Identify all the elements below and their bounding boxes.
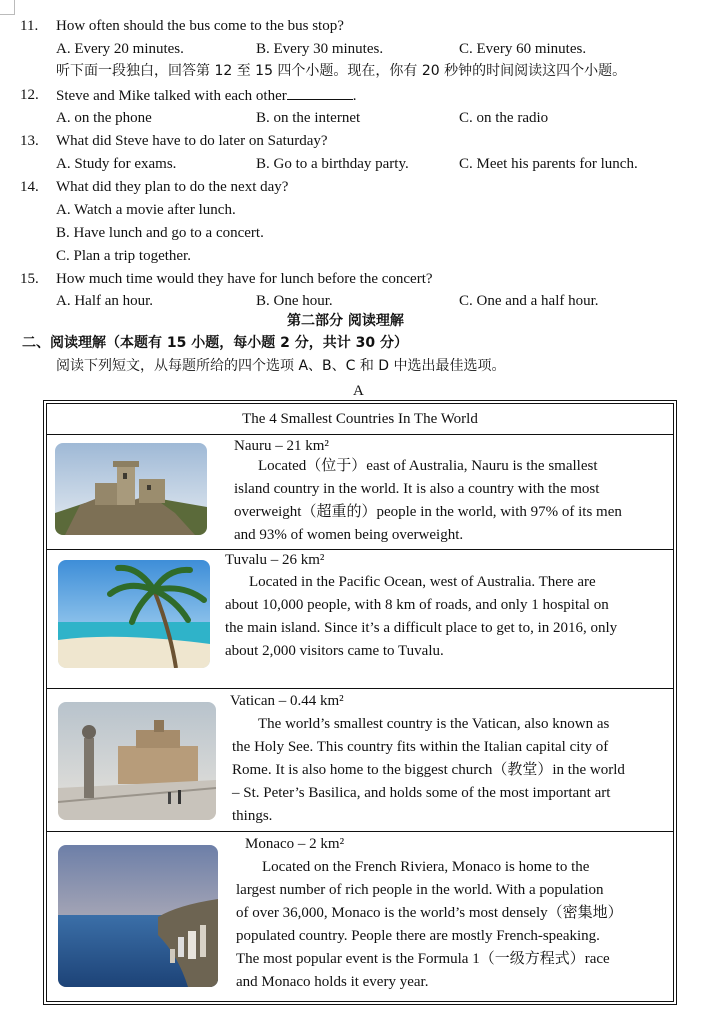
question-text-end: . (352, 88, 357, 104)
page-corner-mark (0, 0, 15, 15)
description-line: of over 36,000, Monaco is the world’s most densely（密集地） (236, 905, 623, 921)
option-b[interactable]: B. Go to a birthday party. (256, 156, 409, 172)
row-divider (47, 434, 673, 435)
question-text: How much time would they have for lunch before the concert? (56, 271, 433, 287)
table-title: The 4 Smallest Countries In The World (242, 411, 478, 427)
option-b[interactable]: B. on the internet (256, 110, 361, 126)
option-a[interactable]: A. Watch a movie after lunch. (56, 202, 236, 218)
description-line: things. (232, 808, 273, 824)
description-line: largest number of rich people in the world. With a population (236, 882, 604, 898)
question-number: 15. (20, 271, 39, 287)
description-line: island country in the world. It is also a country with the most (234, 481, 600, 497)
country-name-vatican: Vatican – 0.44 km² (230, 693, 344, 709)
description-line: populated country. People there are mostly French-speaking. (236, 928, 600, 944)
section-heading: 二、阅读理解（本题有 15 小题，每小题 2 分，共计 30 分） (22, 335, 408, 351)
description-line: Rome. It is also home to the biggest church（教堂）in the world (232, 762, 625, 778)
answer-blank (287, 85, 353, 100)
description-line: Located（位于）east of Australia, Nauru is the smallest (258, 458, 598, 474)
option-a[interactable]: A. Half an hour. (56, 293, 154, 309)
description-line: the Holy See. This country fits within the Italian capital city of (232, 739, 609, 755)
question-number: 14. (20, 179, 39, 195)
question-text: What did Steve have to do later on Saturday? (56, 133, 328, 149)
country-name-monaco: Monaco – 2 km² (245, 836, 345, 852)
monologue-instruction: 听下面一段独白，回答第 12 至 15 四个小题。现在，你有 20 秒钟的时间阅读这四个小题。 (56, 63, 627, 79)
beach-palm-photo (58, 560, 210, 668)
description-line: the main island. Since it’s a difficult place to get to, in 2016, only (225, 620, 618, 636)
option-b[interactable]: B. One hour. (256, 293, 333, 309)
question-text: What did they plan to do the next day? (56, 179, 289, 195)
option-c[interactable]: C. Plan a trip together. (56, 248, 191, 264)
option-b[interactable]: B. Have lunch and go to a concert. (56, 225, 264, 241)
question-text: How often should the bus come to the bus stop? (56, 18, 344, 34)
country-description-tuvalu (225, 571, 668, 663)
description-line: about 10,000 people, with 8 km of roads, and only 1 hospital on (225, 597, 609, 613)
section-instruction: 阅读下列短文，从每题所给的四个选项 A、B、C 和 D 中选出最佳选项。 (56, 358, 506, 374)
option-a[interactable]: A. on the phone (56, 110, 152, 126)
description-line: and 93% of women being overweight. (234, 527, 464, 543)
country-description-monaco (236, 856, 672, 994)
option-a[interactable]: A. Study for exams. (56, 156, 177, 172)
description-line: Located on the French Riviera, Monaco is home to the (262, 859, 590, 875)
country-description-vatican (232, 713, 668, 828)
passage-label: A (353, 383, 364, 399)
description-line: and Monaco holds it every year. (236, 974, 429, 990)
castle-photo (55, 443, 207, 535)
row-divider (47, 831, 673, 832)
option-a[interactable]: A. Every 20 minutes. (56, 41, 184, 57)
option-b[interactable]: B. Every 30 minutes. (256, 41, 384, 57)
option-c[interactable]: C. on the radio (459, 110, 549, 126)
question-number: 13. (20, 133, 39, 149)
row-divider (47, 549, 673, 550)
country-name-nauru: Nauru – 21 km² (234, 438, 329, 454)
question-text: Steve and Mike talked with each other (56, 88, 287, 104)
castel-bridge-photo (58, 702, 216, 820)
description-line: Located in the Pacific Ocean, west of Australia. There are (249, 574, 596, 590)
row-divider (47, 688, 673, 689)
country-name-tuvalu: Tuvalu – 26 km² (225, 552, 325, 568)
description-line: overweight（超重的）people in the world, with 97% of its men (234, 504, 622, 520)
coastline-photo (58, 845, 218, 987)
country-description-nauru (234, 455, 668, 547)
part-two-title: 第二部分 阅读理解 (287, 313, 404, 329)
option-c[interactable]: C. Meet his parents for lunch. (459, 156, 638, 172)
question-number: 12. (20, 87, 39, 103)
description-line: about 2,000 visitors came to Tuvalu. (225, 643, 444, 659)
description-line: – St. Peter’s Basilica, and holds some of the most important art (232, 785, 611, 801)
description-line: The most popular event is the Formula 1（一级方程式）race (236, 951, 610, 967)
description-line: The world’s smallest country is the Vatican, also known as (258, 716, 610, 732)
question-number: 11. (20, 18, 39, 34)
option-c[interactable]: C. Every 60 minutes. (459, 41, 587, 57)
option-c[interactable]: C. One and a half hour. (459, 293, 599, 309)
